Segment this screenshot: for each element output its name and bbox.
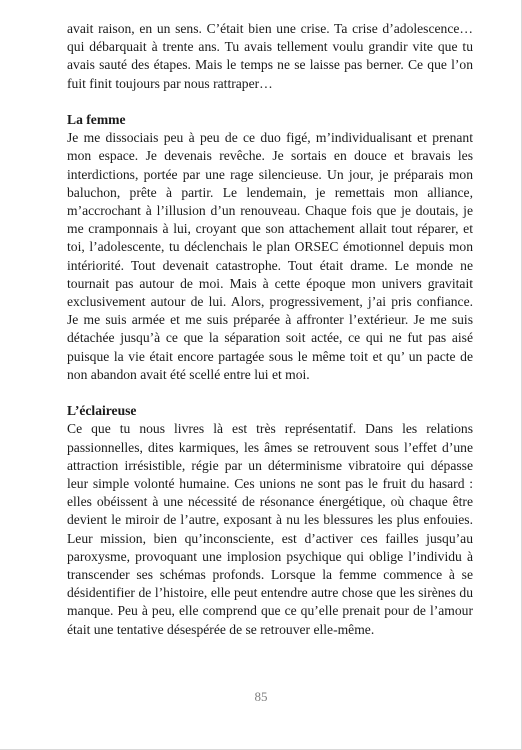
- section-paragraph-scout: Ce que tu nous livres là est très représentatif. Dans les relations passionnelles, dites karmiques, les âmes se retrouvent sous l’effet d’une attraction irrésistible, régie par un déterminisme vibratoire qui dépasse leur simple volonté humaine. Ces unions ne sont pas le fruit du hasard : elles obéissent à une nécessité de résonance énergétique, où chaque être devient le miroir de l’autre, exposant à nu les blessures les plus enfouies. Leur mission, bien qu’inconsciente, est d’activer ces failles jusqu’au paroxysme, provoquant une implosion psychique qui oblige l’individu à transcender ses schémas profonds. Lorsque la femme commence à se désidentifier de l’histoire, elle peut entendre autre chose que les sirènes du manque. Peu à peu, elle comprend que ce qu’elle prenait pour de l’amour était une tentative désespérée de se retrouver elle-même.: [67, 421, 473, 637]
- section-spacer: [67, 93, 473, 111]
- section-paragraph-woman: Je me dissociais peu à peu de ce duo figé, m’individualisant et prenant mon espace. Je devenais revêche. Je sortais en douce et bravais les interdictions, portée par une rage silencieuse. Un jour, je préparais mon baluchon, prête à partir. Le lendemain, je remettais mon alliance, m’accrochant à l’illusion d’un renouveau. Chaque fois que je doutais, je me cramponnais à lui, croyant que son attachement allait tout réparer, et toi, l’adolescente, tu déclenchais le plan ORSEC émotionnel depuis mon intériorité. Tout devenait catastrophe. Tout était drame. Le monde ne tournait pas autour de moi. Mais à cette époque mon univers gravitait exclusivement autour de lui. Alors, progressivement, j’ai pris confiance. Je me suis armée et me suis préparée à affronter l’extérieur. Je me suis détachée jusqu’à ce que la séparation soit actée, ce qui ne fut pas aisé puisque la vie était encore partagée sous le même toit et qu’ un pacte de non abandon avait été scellé entre lui et moi.: [67, 130, 473, 382]
- page-body: [67, 20, 473, 639]
- section-heading-scout: L’éclaireuse: [67, 403, 137, 419]
- intro-paragraph: avait raison, en un sens. C’était bien une crise. Ta crise d’adolescence… qui débarquait à trente ans. Tu avais tellement voulu grandir vite que tu avais sauté des étapes. Mais le temps ne se laisse pas berner. Ce que l’on fuit finit toujours par nous rattraper…: [67, 21, 473, 91]
- section-spacer: [67, 384, 473, 402]
- page-number: 85: [254, 689, 268, 704]
- section-heading-woman: La femme: [67, 112, 126, 127]
